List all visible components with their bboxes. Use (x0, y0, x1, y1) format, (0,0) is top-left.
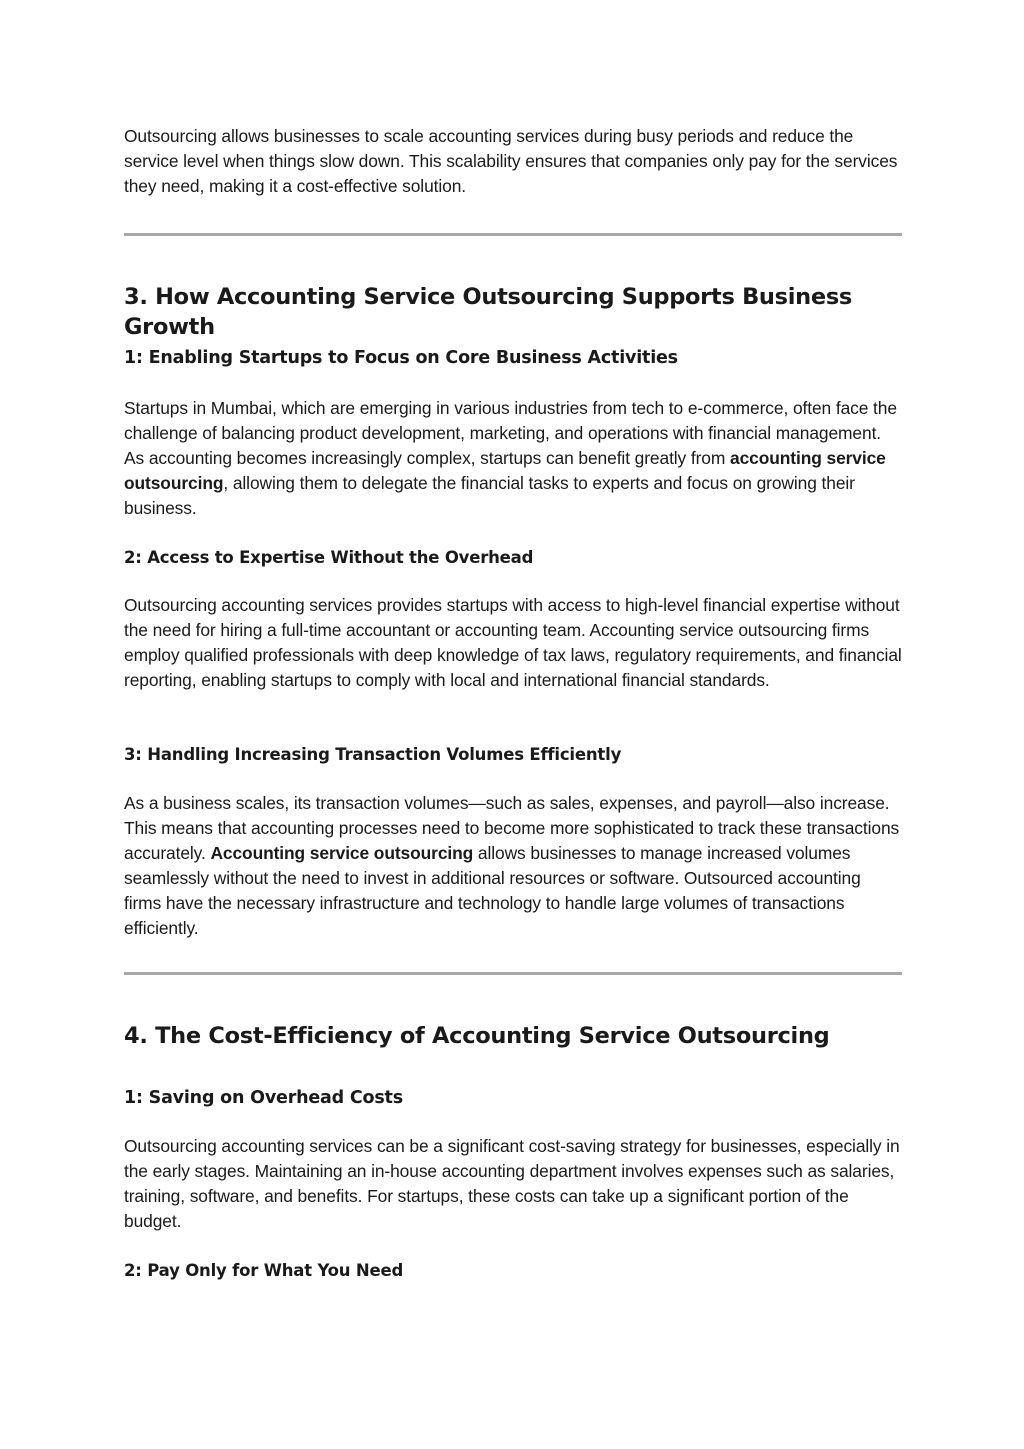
section-4-title: 4. The Cost-Efficiency of Accounting Service Outsourcing (124, 1023, 830, 1049)
section-3-paragraph-2: Outsourcing accounting services provides startups with access to high-level financial expertise without the need for hiring a full-time accountant or accounting team. Accounting service outsourcing firms employ qualified professionals with deep knowledge of tax laws, regulatory requirements, and financial reporting, enabling startups to comply with local and international financial standards. (124, 595, 902, 690)
section-4-subheading-1: 1: Saving on Overhead Costs (124, 1088, 403, 1108)
bold-keyword: accounting service outsourcing (124, 448, 886, 493)
paragraph-text: As a business scales, its transaction volumes—such as sales, expenses, and payroll—also increase. This means that accounting processes need to become more sophisticated to track these transactions accurately. (124, 793, 900, 863)
section-3-subheading-2: 2: Access to Expertise Without the Overhead (124, 548, 534, 567)
section-3-paragraph-3 (124, 791, 902, 941)
paragraph-text: , allowing them to delegate the financial tasks to experts and focus on growing their business. (124, 473, 855, 518)
intro-paragraph: Outsourcing allows businesses to scale accounting services during busy periods and reduce the service level when things slow down. This scalability ensures that companies only pay for the services they need, making it a cost-effective solution. (124, 126, 898, 196)
section-3-paragraph-1 (124, 396, 902, 521)
section-3-subheading-3: 3: Handling Increasing Transaction Volumes Efficiently (124, 745, 622, 764)
section-3-title: 3. How Accounting Service Outsourcing Supports Business Growth (124, 284, 853, 340)
section-4-subheading-2: 2: Pay Only for What You Need (124, 1261, 404, 1280)
bold-keyword: Accounting service outsourcing (210, 843, 474, 863)
section-divider (124, 972, 902, 975)
section-divider (124, 233, 902, 236)
paragraph-text: allows businesses to manage increased volumes seamlessly without the need to invest in additional resources or software. Outsourced accounting firms have the necessary infrastructure and technology to handle large volumes of transactions efficiently. (124, 843, 861, 938)
section-3-subheading-1: 1: Enabling Startups to Focus on Core Business Activities (124, 348, 678, 368)
paragraph-text: Startups in Mumbai, which are emerging in various industries from tech to e-commerce, often face the challenge of balancing product development, marketing, and operations with financial management. As accounting becomes increasingly complex, startups can benefit greatly from (124, 398, 897, 468)
section-4-paragraph-1: Outsourcing accounting services can be a significant cost-saving strategy for businesses, especially in the early stages. Maintaining an in-house accounting department involves expenses such as salaries, training, software, and benefits. For startups, these costs can take up a significant portion of the budget. (124, 1136, 900, 1231)
